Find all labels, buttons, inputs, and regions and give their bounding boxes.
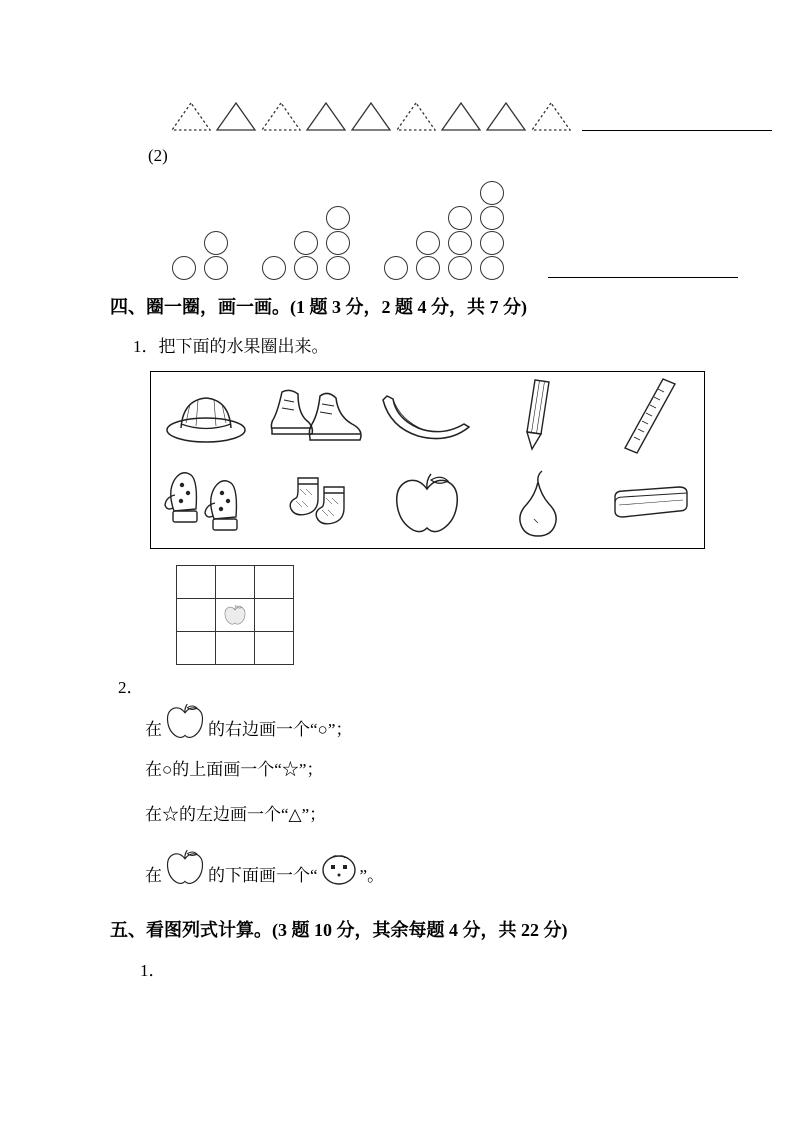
pattern-circle	[448, 231, 472, 255]
pattern-circle	[204, 256, 228, 280]
line4-post-text: ”。	[359, 865, 385, 885]
banana-image	[380, 390, 475, 442]
pattern-circle	[326, 231, 350, 255]
pattern-circle	[448, 256, 472, 280]
circle-column	[416, 231, 440, 280]
fruit-box-cell	[620, 376, 678, 456]
pattern-circle	[172, 256, 196, 280]
pattern-circle	[480, 206, 504, 230]
circle-column	[204, 231, 228, 280]
pattern-circle	[294, 256, 318, 280]
circle-shapes	[172, 181, 538, 280]
circle-column	[384, 256, 408, 280]
pattern-circle	[262, 256, 286, 280]
fruit-box-cell	[268, 384, 366, 448]
pear-image	[514, 469, 562, 539]
question2-line3	[145, 804, 326, 825]
hat-image	[164, 387, 249, 445]
sneakers-image	[268, 384, 366, 448]
pattern-circle	[416, 256, 440, 280]
question2-line4	[145, 849, 384, 886]
apple-image	[391, 472, 463, 536]
grid-cell	[177, 599, 216, 632]
circle-column	[448, 206, 472, 280]
circle-answer-line	[548, 277, 738, 278]
triangle-solid	[305, 100, 347, 133]
circle-cluster	[172, 231, 228, 280]
line4-pre-text: 在	[145, 865, 162, 885]
question2-label: 2．	[118, 678, 144, 697]
apple-image	[223, 604, 247, 626]
question2-line1	[145, 703, 352, 740]
circle-cluster	[262, 206, 350, 280]
pattern-circle	[294, 231, 318, 255]
question1-text: 1．把下面的水果圈出来。	[133, 337, 329, 356]
pattern-circle	[326, 256, 350, 280]
pattern-circle	[326, 206, 350, 230]
section-four-heading: 四、圈一圈，画一画。(1 题 3 分，2 题 4 分，共 7 分)	[110, 297, 527, 317]
pencil-image	[522, 377, 554, 455]
pattern-circle	[204, 231, 228, 255]
circle-column	[326, 206, 350, 280]
grid-cell	[216, 632, 255, 665]
pattern-circle	[384, 256, 408, 280]
pattern-circle	[480, 231, 504, 255]
pattern-circle	[448, 206, 472, 230]
triangle-solid	[350, 100, 392, 133]
circle-column	[262, 256, 286, 280]
pattern-circle	[480, 256, 504, 280]
section-five-heading: 五、看图列式计算。(3 题 10 分，其余每题 4 分，共 22 分)	[110, 920, 568, 940]
triangle-pattern-row	[170, 100, 772, 133]
part2-label: (2)	[148, 146, 168, 165]
grid-cell	[255, 632, 294, 665]
question2-line2	[145, 759, 323, 780]
fruit-box-cell	[164, 387, 249, 445]
grid-cell	[255, 599, 294, 632]
smiley-face-image	[320, 852, 358, 886]
fruit-box-cell	[380, 390, 475, 442]
triangle-shapes	[170, 100, 572, 133]
pencil-case-image	[605, 483, 693, 525]
circle-pattern-row	[172, 181, 738, 280]
fruit-box-cell	[160, 465, 252, 543]
triangle-solid	[485, 100, 527, 133]
apple-image	[164, 703, 206, 740]
section-five-question1-label: 1．	[140, 961, 166, 980]
triangle-solid	[440, 100, 482, 133]
triangle-dashed	[395, 100, 437, 133]
pattern-circle	[416, 231, 440, 255]
triangle-solid	[215, 100, 257, 133]
fruit-box-cell	[272, 473, 362, 535]
circle-column	[294, 231, 318, 280]
circle-cluster	[384, 181, 504, 280]
line3-text: 在☆的左边画一个“△”；	[145, 805, 327, 824]
apple-image	[164, 849, 206, 886]
fruit-box-cell	[514, 469, 562, 539]
triangle-dashed	[260, 100, 302, 133]
grid-cell-center	[216, 599, 255, 632]
grid-cell	[177, 632, 216, 665]
fruit-box-cell	[391, 472, 463, 536]
fruit-selection-box	[150, 371, 705, 549]
mittens-image	[160, 465, 252, 543]
circle-column	[480, 181, 504, 280]
fruit-box-cell	[605, 483, 693, 525]
fruit-box-cell	[522, 377, 554, 455]
pattern-circle	[480, 181, 504, 205]
grid-cell	[255, 566, 294, 599]
circle-column	[172, 256, 196, 280]
ruler-image	[620, 376, 678, 456]
position-grid	[176, 565, 294, 665]
triangle-answer-line	[582, 130, 772, 131]
socks-image	[272, 473, 362, 535]
grid-cell	[177, 566, 216, 599]
line4-mid-text: 的下面画一个“	[208, 865, 318, 885]
line2-text: 在○的上面画一个“☆”；	[145, 760, 324, 779]
triangle-dashed	[530, 100, 572, 133]
line1-post-text: 的右边画一个“○”；	[208, 719, 353, 739]
triangle-dashed	[170, 100, 212, 133]
line1-pre-text: 在	[145, 719, 162, 739]
grid-cell	[216, 566, 255, 599]
